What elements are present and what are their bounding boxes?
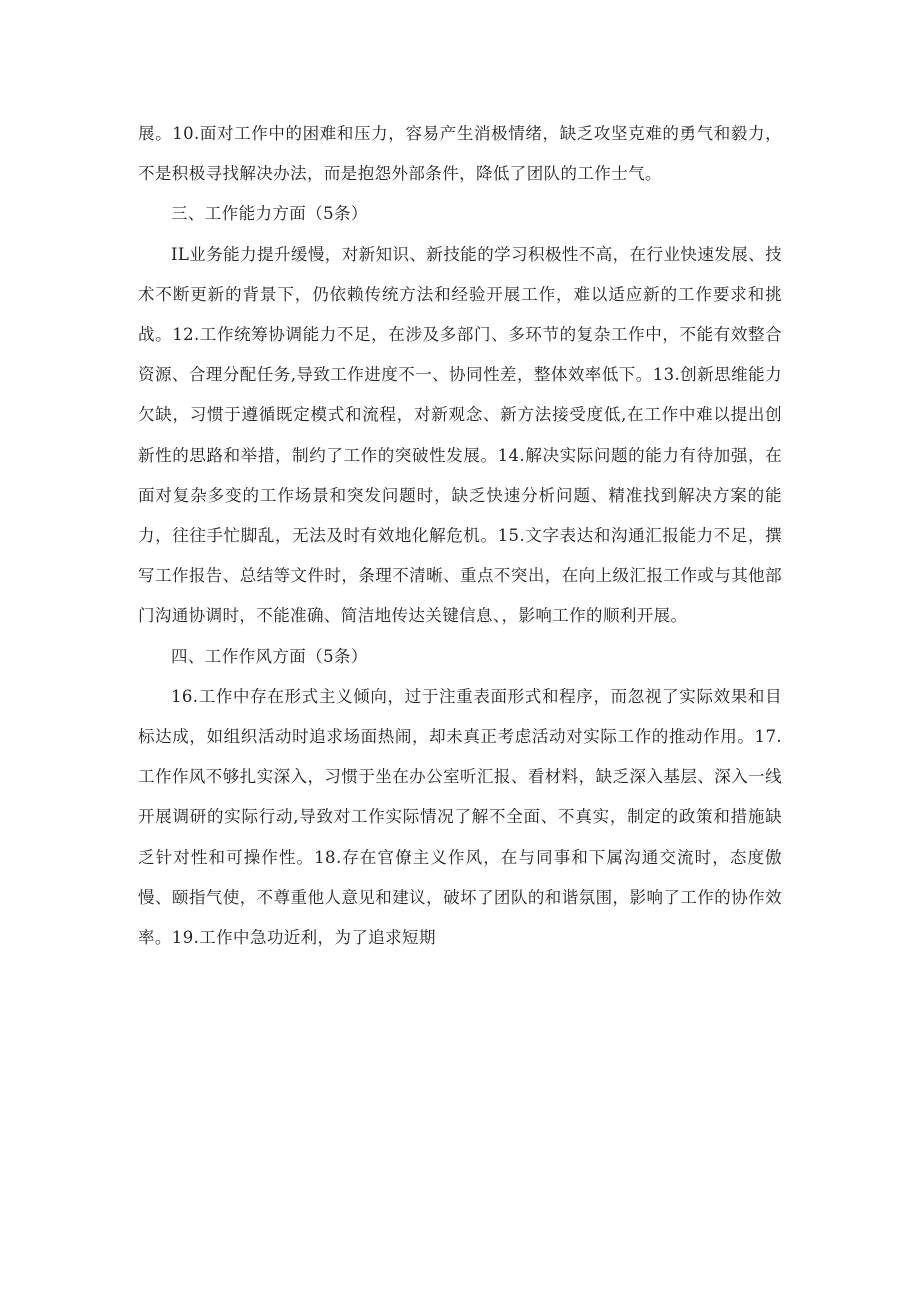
- section-heading-work-style: 四、工作作风方面（5条）: [171, 646, 368, 666]
- paragraph-work-style: 16.工作中存在形式主义倾向，过于注重表面形式和程序，而忽视了实际效果和目标达成，如组织活动时追求场面热闹，却未真正考虑活动对实际工作的推动作用。17.工作作风不够扎实深入，习惯于坐在办公室听汇报、看材料，缺乏深入基层、深入一线开展调研的实际行动,导致对工作实际情况了解不全面、不真实，制定的政策和措施缺乏针对性和可操作性。18.存在官僚主义作风，在与同事和下属沟通交流时，态度傲慢、颐指气使，不尊重他人意见和建议，破坏了团队的和谐氛围，影响了工作的协作效率。19.工作中急功近利，为了追求短期: [138, 686, 782, 948]
- paragraph-work-ability: IL业务能力提升缓慢，对新知识、新技能的学习积极性不高，在行业快速发展、技术不断更新的背景下，仍依赖传统方法和经验开展工作，难以适应新的工作要求和挑战。12.工作统筹协调能力不足，在涉及多部门、多环节的复杂工作中，不能有效整合资源、合理分配任务,导致工作进度不一、协同性差，整体效率低下。13.创新思维能力欠缺，习惯于遵循既定模式和流程，对新观念、新方法接受度低,在工作中难以提出创新性的思路和举措，制约了工作的突破性发展。14.解决实际问题的能力有待加强，在面对复杂多变的工作场景和突发问题时，缺乏快速分析问题、精准找到解决方案的能力，往往手忙脚乱，无法及时有效地化解危机。15.文字表达和沟通汇报能力不足，撰写工作报告、总结等文件时，条理不清晰、重点不突出，在向上级汇报工作或与其他部门沟通协调时，不能准确、简洁地传达关键信息、，影响工作的顺利开展。: [138, 244, 782, 626]
- paragraph-continuation: 展。10.面对工作中的困难和压力，容易产生消极情绪，缺乏攻坚克难的勇气和毅力，不是积极寻找解决办法，而是抱怨外部条件，降低了团队的工作士气。: [138, 124, 782, 184]
- section-heading-work-ability: 三、工作能力方面（5条）: [171, 204, 368, 224]
- document-page: [138, 114, 782, 958]
